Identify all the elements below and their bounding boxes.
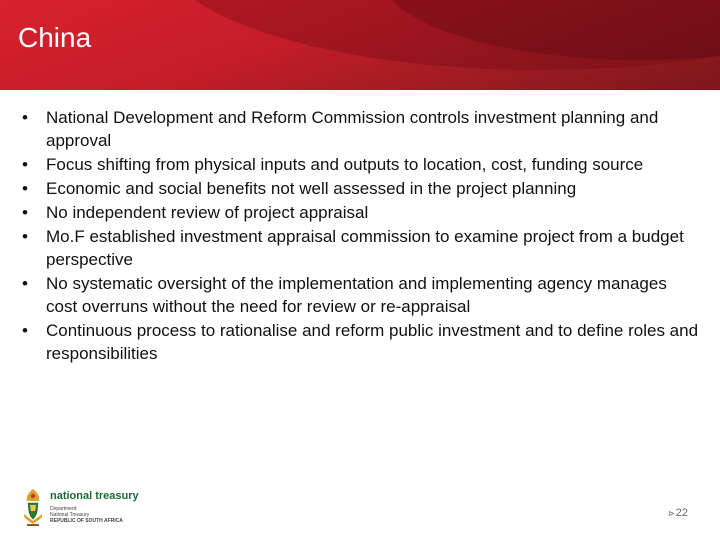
bullet-icon: • — [22, 179, 28, 198]
national-treasury-logo — [22, 488, 162, 528]
bullet-item — [22, 177, 702, 200]
title-bar — [0, 0, 720, 90]
bullet-item — [22, 319, 702, 365]
page-arrow-icon: ⊳ — [668, 509, 675, 518]
bullet-icon: • — [22, 274, 28, 293]
bullet-icon: • — [22, 203, 28, 222]
bullet-item — [22, 272, 702, 318]
coat-of-arms-icon — [22, 488, 44, 528]
bullet-list — [22, 106, 702, 366]
bullet-item — [22, 153, 702, 176]
logo-name: national treasury — [50, 490, 139, 502]
bullet-text: Continuous process to rationalise and reform public investment and to define roles and responsibilities — [46, 321, 699, 363]
bullet-icon: • — [22, 321, 28, 340]
bullet-text: National Development and Reform Commission controls investment planning and approval — [46, 108, 659, 150]
logo-department: Department: — [50, 506, 78, 512]
page-number — [668, 507, 688, 519]
bullet-text: No independent review of project appraisal — [46, 203, 369, 222]
bullet-icon: • — [22, 227, 28, 246]
slide-title: China — [18, 22, 92, 53]
bullet-item — [22, 225, 702, 271]
bullet-text: No systematic oversight of the implementation and implementing agency manages cost overruns without the need for review or re-appraisal — [46, 274, 667, 316]
bullet-item — [22, 201, 702, 224]
bullet-text: Mo.F established investment appraisal commission to examine project from a budget perspective — [46, 227, 684, 269]
logo-country: REPUBLIC OF SOUTH AFRICA — [50, 518, 123, 524]
bullet-item — [22, 106, 702, 152]
bullet-text: Economic and social benefits not well assessed in the project planning — [46, 179, 577, 198]
bullet-text: Focus shifting from physical inputs and outputs to location, cost, funding source — [46, 155, 644, 174]
page-number-value: 22 — [675, 507, 688, 519]
bullet-icon: • — [22, 108, 28, 127]
logo-department-name: National Treasury — [50, 512, 90, 518]
bullet-icon: • — [22, 155, 28, 174]
